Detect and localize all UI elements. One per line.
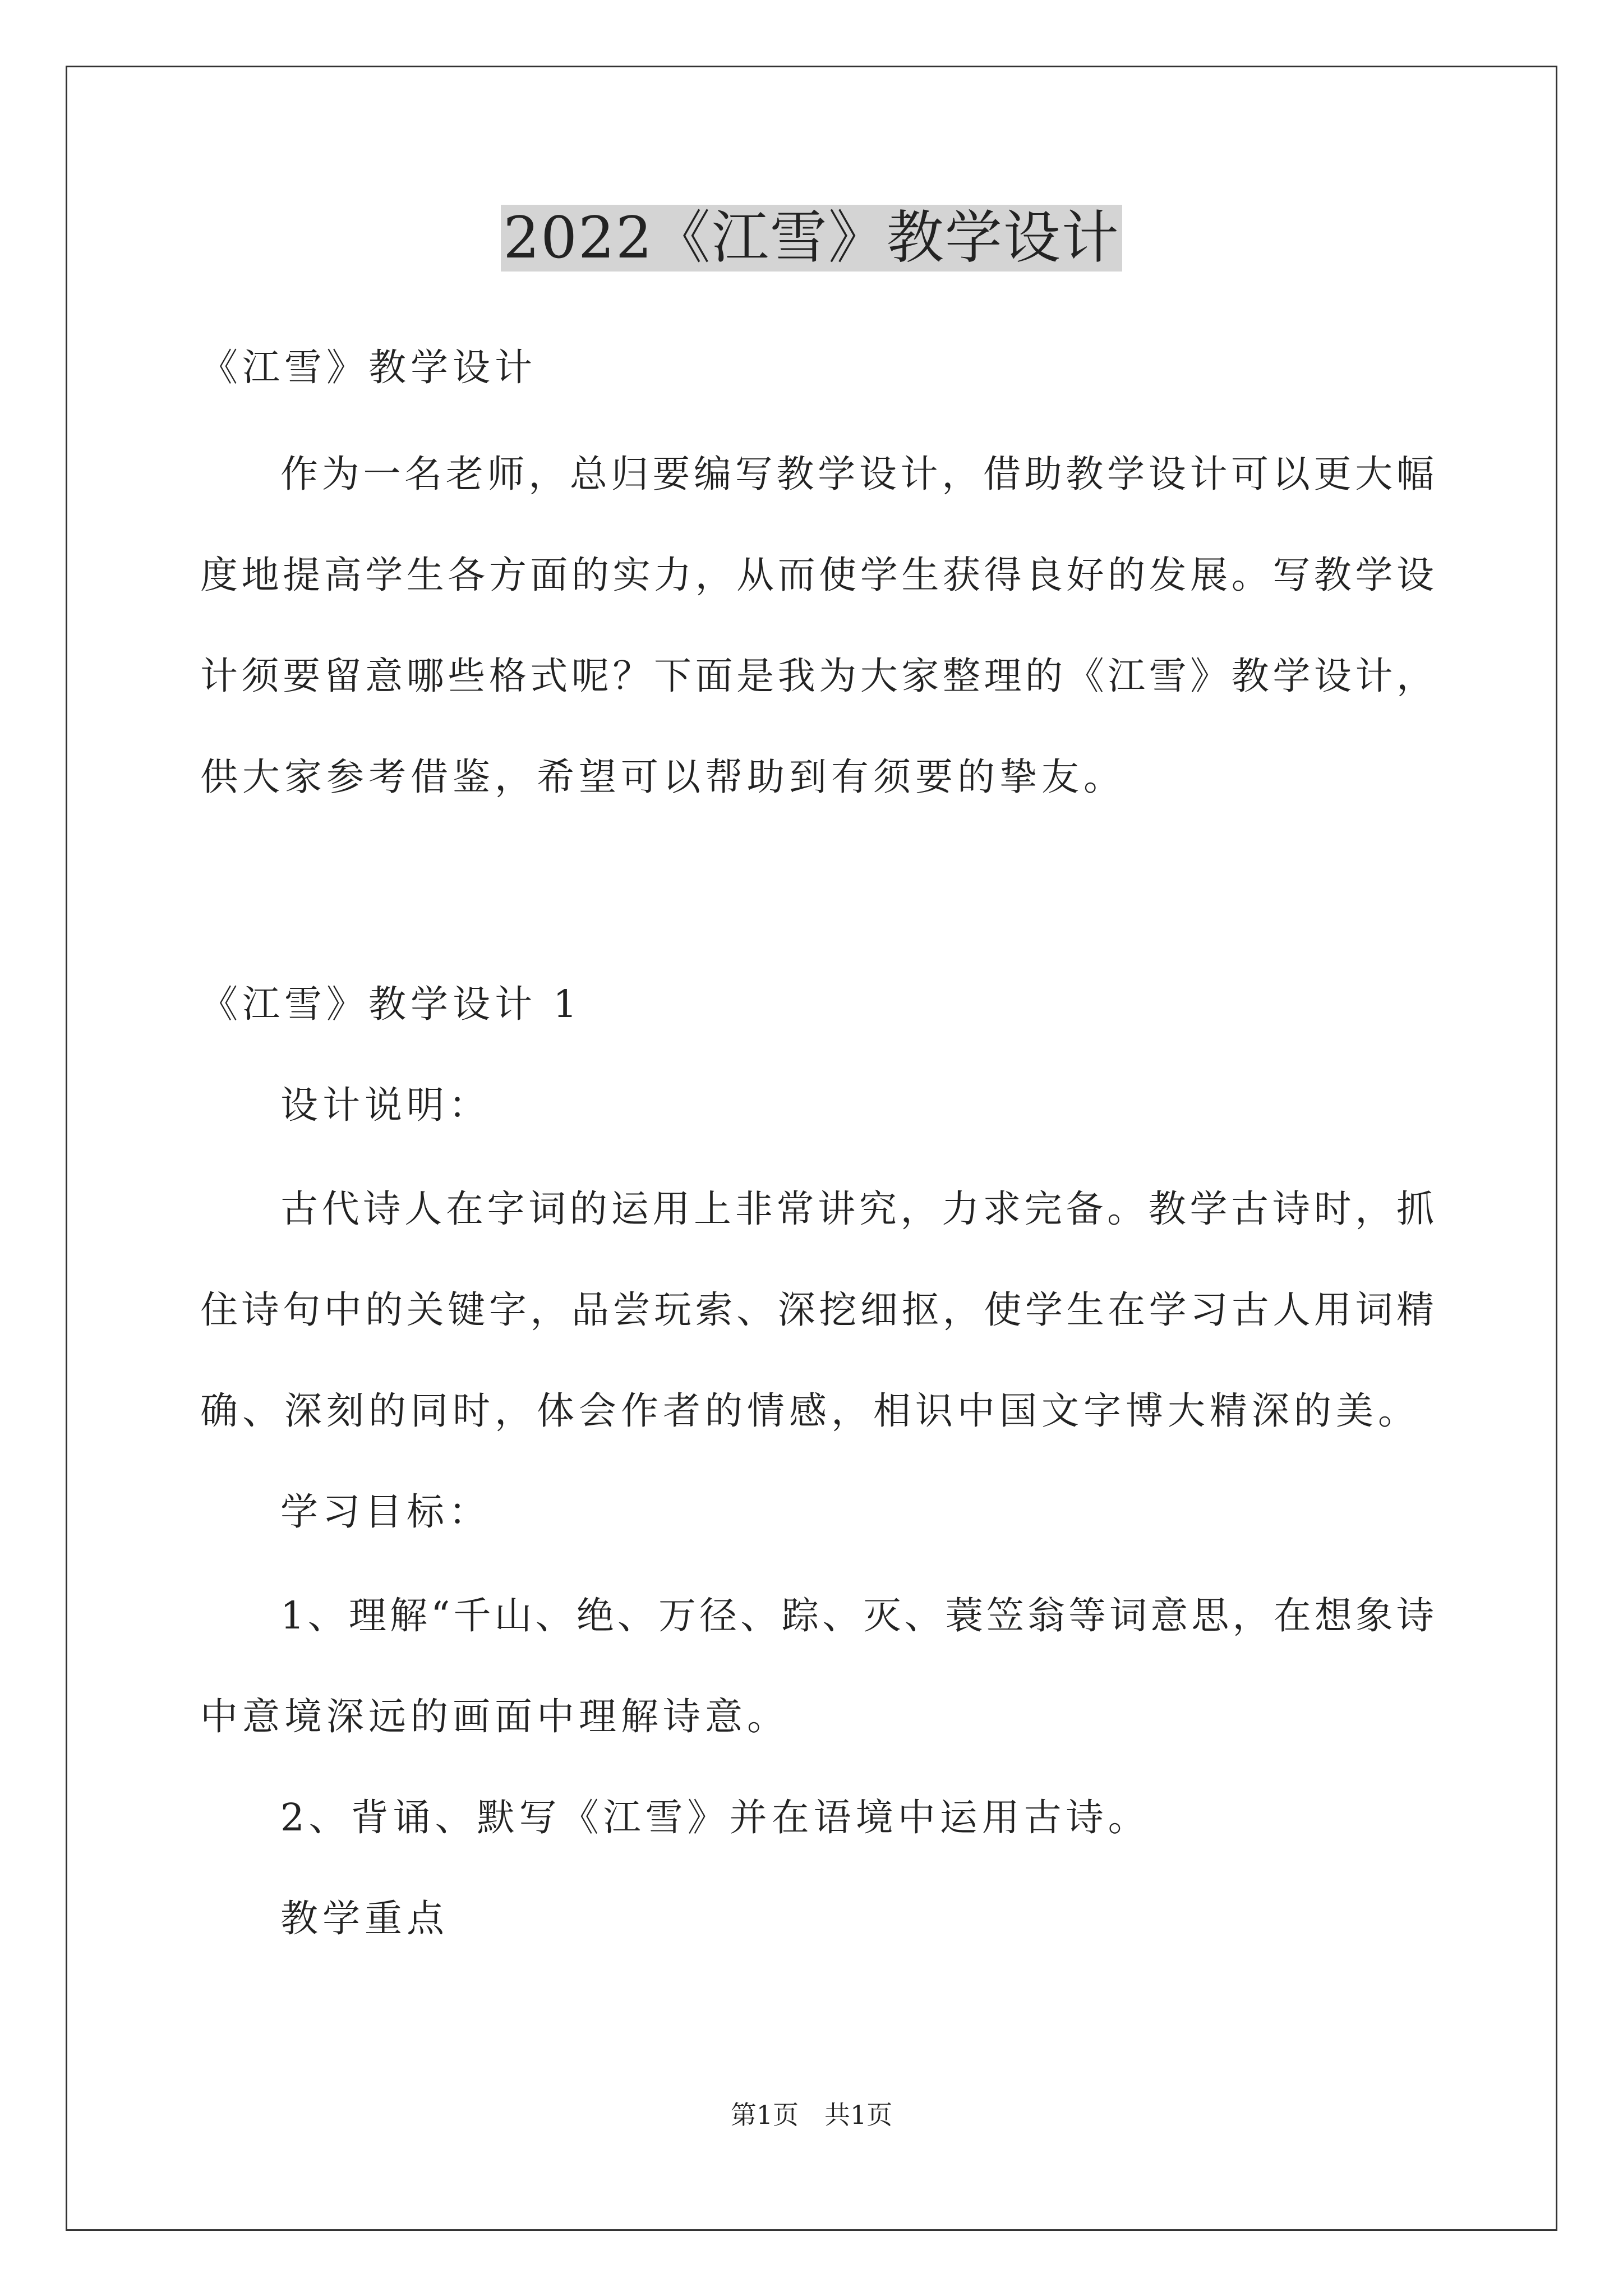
intro-line-3: 计须要留意哪些格式呢？下面是我为大家整理的《江雪》教学设计， <box>200 654 1434 698</box>
goal2: 2、背诵、默写《江雪》并在语境中运用古诗。 <box>280 1796 1150 1839</box>
document-title <box>0 196 1623 280</box>
key-label: 教学重点 <box>280 1897 449 1940</box>
design-line-2: 住诗句中的关键字，品尝玩索、深挖细抠，使学生在学习古人用词精 <box>200 1288 1434 1332</box>
goal1-line-1: 1、理解“千山、绝、万径、踪、灭、蓑笠翁等词意思，在想象诗 <box>280 1594 1434 1637</box>
subtitle: 《江雪》教学设计 <box>200 346 537 389</box>
design-label: 设计说明： <box>280 1083 491 1127</box>
intro-line-4: 供大家参考借鉴，希望可以帮助到有须要的挚友。 <box>200 755 1126 799</box>
intro-line-2: 度地提高学生各方面的实力，从而使学生获得良好的发展。写教学设 <box>200 553 1434 597</box>
section-title: 《江雪》教学设计 1 <box>200 982 582 1026</box>
design-line-1: 古代诗人在字词的运用上非常讲究，力求完备。教学古诗时，抓 <box>280 1187 1434 1231</box>
goals-label: 学习目标： <box>280 1490 491 1534</box>
intro-line-1: 作为一名老师，总归要编写教学设计，借助教学设计可以更大幅 <box>280 452 1434 496</box>
document-title-text: 2022《江雪》教学设计 <box>501 205 1122 272</box>
goal1-line-2: 中意境深远的画面中理解诗意。 <box>200 1695 789 1738</box>
page-footer: 第1页 共1页 <box>730 2100 893 2130</box>
design-line-3: 确、深刻的同时，体会作者的情感，相识中国文字博大精深的美。 <box>200 1389 1420 1433</box>
